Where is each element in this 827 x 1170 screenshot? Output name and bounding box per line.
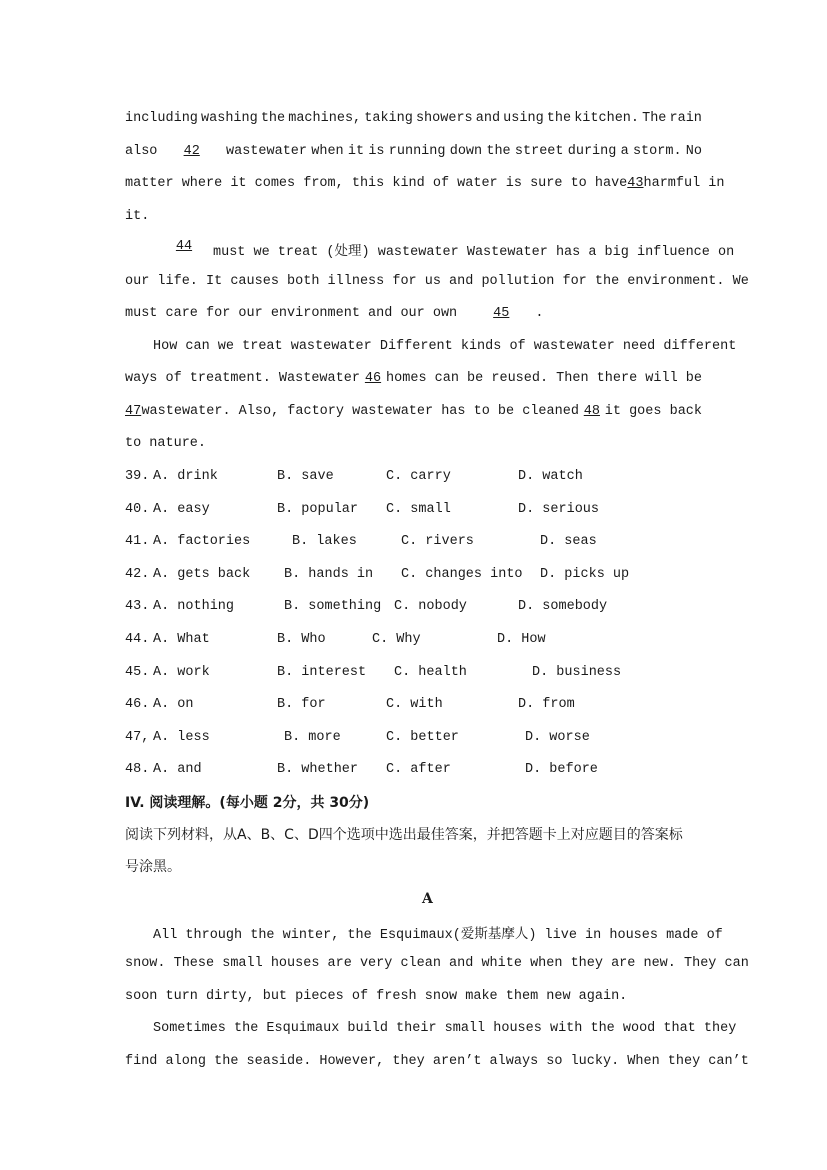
option-d: D. seas <box>540 534 597 549</box>
question-number: 43. <box>125 599 150 614</box>
question-number: 48. <box>125 762 150 777</box>
passage-text: matter where it comes from, this kind of water is sure to have <box>125 176 628 191</box>
option-a: A. easy <box>153 502 210 517</box>
option-b: B. whether <box>277 762 359 777</box>
blank-44: 44 <box>175 239 193 254</box>
passage-text: it goes back <box>604 404 702 419</box>
passage-word: when <box>311 144 344 159</box>
option-a: A. gets back <box>153 567 251 582</box>
passage-word: washing <box>201 111 258 126</box>
option-c: C. after <box>386 762 451 777</box>
passage-text: ways of treatment. Wastewater <box>125 371 360 386</box>
option-c: C. with <box>386 697 443 712</box>
option-a: A. and <box>153 762 202 777</box>
passage-word: is <box>368 144 385 159</box>
passage-line-5 <box>125 239 735 260</box>
option-b: B. for <box>277 697 326 712</box>
passage-word: showers <box>415 111 473 126</box>
option-d: D. somebody <box>518 599 608 614</box>
passage-word: using <box>503 111 544 126</box>
blank-43: 43 <box>627 176 644 191</box>
passage-word: The <box>642 111 667 126</box>
passage-text: must care for our environment and our own <box>125 306 458 321</box>
passage-word: and <box>475 111 501 126</box>
blank-47: 47 <box>125 404 142 419</box>
question-number: 42. <box>125 567 150 582</box>
question-number: 40. <box>125 502 150 517</box>
passage-line-3 <box>125 176 725 191</box>
option-b: B. Who <box>277 632 326 647</box>
blank-46: 46 <box>364 371 382 386</box>
passage-text: . <box>535 306 544 321</box>
question-number: 44. <box>125 632 150 647</box>
reading-line-2: snow. These small houses are very clean and white when they are new. They can <box>125 956 749 971</box>
option-a: A. on <box>153 697 194 712</box>
passage-word: wastewater <box>226 144 308 159</box>
option-d: D. business <box>532 665 622 680</box>
question-number: 47, <box>125 730 150 745</box>
passage-word: kitchen. <box>574 111 639 126</box>
passage-line-10 <box>125 404 702 419</box>
option-b: B. save <box>277 469 334 484</box>
passage-line-9 <box>125 371 702 386</box>
passage-word: including <box>125 111 198 126</box>
option-b: B. hands in <box>284 567 374 582</box>
option-c: C. better <box>386 730 459 745</box>
passage-word: taking <box>364 111 413 126</box>
question-number: 45. <box>125 665 150 680</box>
passage-text: harmful in <box>643 176 725 191</box>
option-c: C. changes into <box>401 567 523 582</box>
passage-text: homes can be reused. Then there will be <box>386 371 702 386</box>
reading-line-5: find along the seaside. However, they aren’t always so lucky. When they can’t <box>125 1054 749 1069</box>
passage-text: must we treat (处理) wastewater Wastewater has a big influence on <box>213 245 735 260</box>
part-label: A <box>422 891 433 907</box>
passage-word: it <box>347 144 365 159</box>
passage-word: rain <box>669 111 702 126</box>
option-d: D. before <box>525 762 598 777</box>
passage-line-11: to nature. <box>125 436 207 451</box>
passage-text: wastewater. Also, factory wastewater has to be cleaned <box>141 404 579 419</box>
option-a: A. drink <box>153 469 218 484</box>
passage-line-7 <box>125 306 702 321</box>
passage-word: during <box>567 144 617 159</box>
reading-line-4: Sometimes the Esquimaux build their small houses with the wood that they <box>153 1021 737 1036</box>
passage-word: down <box>449 144 483 159</box>
option-d: D. serious <box>518 502 600 517</box>
blank-44-wrap <box>125 239 213 260</box>
blank-45: 45 <box>493 306 510 321</box>
reading-line-3: soon turn dirty, but pieces of fresh snow make them new again. <box>125 989 628 1004</box>
blank-42: 42 <box>183 144 200 159</box>
passage-line-6: our life. It causes both illness for us and pollution for the environment. We <box>125 274 749 289</box>
option-b: B. lakes <box>292 534 357 549</box>
section-instruction-cont: 号涂黑。 <box>125 859 181 875</box>
passage-line-4: it. <box>125 209 150 224</box>
option-b: B. more <box>284 730 341 745</box>
option-d: D. worse <box>525 730 590 745</box>
option-a: A. less <box>153 730 210 745</box>
option-d: D. picks up <box>540 567 630 582</box>
passage-word: running <box>388 144 446 159</box>
section-instruction: 阅读下列材料，从A、B、C、D四个选项中选出最佳答案，并把答题卡上对应题目的答案标 <box>125 827 683 843</box>
option-a: A. What <box>153 632 210 647</box>
option-d: D. watch <box>518 469 583 484</box>
passage-word: the <box>486 144 511 159</box>
option-c: C. carry <box>386 469 451 484</box>
option-c: C. Why <box>372 632 421 647</box>
section-heading: IV. 阅读理解。(每小题 2分，共 30分) <box>125 795 370 811</box>
passage-word: the <box>260 111 286 126</box>
question-number: 41. <box>125 534 150 549</box>
option-c: C. nobody <box>394 599 467 614</box>
passage-word: No <box>685 144 702 159</box>
passage-word: a <box>620 144 629 159</box>
option-a: A. work <box>153 665 210 680</box>
option-d: D. How <box>497 632 546 647</box>
passage-word: storm. <box>632 144 682 159</box>
reading-line-1: All through the winter, the Esquimaux(爱斯基摩人) live in houses made of <box>153 928 723 943</box>
passage-line-2-rest <box>226 144 702 159</box>
option-b: B. popular <box>277 502 359 517</box>
option-c: C. health <box>394 665 467 680</box>
option-a: A. nothing <box>153 599 235 614</box>
passage-word: also <box>125 144 158 159</box>
option-c: C. rivers <box>401 534 474 549</box>
option-a: A. factories <box>153 534 251 549</box>
option-d: D. from <box>518 697 575 712</box>
passage-word: the <box>546 111 572 126</box>
question-number: 39. <box>125 469 150 484</box>
passage-word: street <box>514 144 564 159</box>
option-b: B. something <box>284 599 382 614</box>
blank-48: 48 <box>583 404 600 419</box>
passage-line-8: How can we treat wastewater Different kinds of wastewater need different <box>153 339 737 354</box>
option-b: B. interest <box>277 665 367 680</box>
option-c: C. small <box>386 502 451 517</box>
question-number: 46. <box>125 697 150 712</box>
passage-word: machines, <box>288 111 362 126</box>
passage-line-2 <box>125 144 702 159</box>
passage-line-1 <box>125 111 702 126</box>
